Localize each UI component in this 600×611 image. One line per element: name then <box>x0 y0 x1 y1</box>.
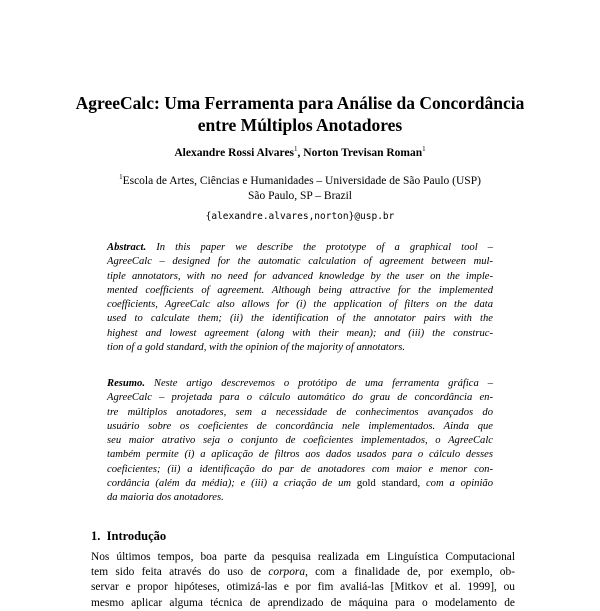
body-line: servar e propor hipóteses, otimizá-las e por fim avaliá-las [Mitkov et al. 1999], ou <box>91 581 515 594</box>
abstract-line: AgreeCalc – designed for the automatic calculation of agreement between mul- <box>107 256 493 268</box>
resumo-line: usuário sobre os coeficientes de concordância nele implementados. Ainda que <box>107 420 493 432</box>
author-list <box>60 146 540 160</box>
affiliation <box>60 174 540 204</box>
resumo-line-text: cordância (além da média); e (iii) a criação de um <box>107 478 357 490</box>
abstract-label: Abstract. <box>107 242 147 253</box>
body-line-text: , com a finalidade de, por exemplo, ob- <box>305 566 515 579</box>
abstract <box>107 241 493 355</box>
section-number: 1. <box>91 529 101 543</box>
abstract-line: coefficients, AgreeCalc also allows for (i) the application of filters on the data <box>107 299 493 311</box>
author-name: Alexandre Rossi Alvares <box>174 147 295 159</box>
abstract-line: mented coefficients of agreement. Although being attractive for the implemented <box>107 284 493 296</box>
abstract-line-text: In this paper we describe the prototype of a graphical tool – <box>146 242 493 253</box>
resumo-label: Resumo. <box>107 378 145 389</box>
body-emphasis: corpora <box>268 566 306 579</box>
paper-title-line-2: entre Múltiplos Anotadores <box>197 115 403 135</box>
resumo-line <box>107 477 493 491</box>
abstract-line: tiple annotators, with no need for advanced knowledge by the user on the imple- <box>107 270 493 282</box>
abstract-line: highest and lowest agreement (along with their mean); and (iii) the construc- <box>107 327 493 339</box>
resumo-line: AgreeCalc – projetada para o cálculo automático do grau de concordância en- <box>107 392 493 404</box>
affiliation-mark: 1 <box>119 173 123 182</box>
body-line: Nos últimos tempos, boa parte da pesquisa realizada em Linguística Computacional <box>91 551 515 563</box>
resumo-line-text: Neste artigo descrevemos o protótipo de uma ferramenta gráfica – <box>144 378 493 389</box>
body-line: mesmo aplicar alguma técnica de aprendizado de máquina para o modelamento de <box>91 596 515 609</box>
resumo-line: seu maior atrativo seja o conjunto de coeficientes implementados, o AgreeCalc <box>107 435 493 447</box>
resumo-line <box>107 377 493 391</box>
author-name: Norton Trevisan Roman <box>303 147 423 159</box>
affiliation-line-2: São Paulo, SP – Brazil <box>247 190 353 202</box>
abstract-line <box>107 241 493 255</box>
gold-standard-term: gold standard <box>356 478 418 490</box>
resumo <box>107 377 493 506</box>
affiliation-line-1: Escola de Artes, Ciências e Humanidades – Universidade de São Paulo (USP) <box>122 175 481 187</box>
affiliation-mark: 1 <box>422 145 426 154</box>
resumo-line: tre múltiplos anotadores, sem a necessidade de conhecimentos avançados do <box>107 406 493 418</box>
abstract-line: used to calculate them; (ii) the identification of the annotator pairs with the <box>107 313 493 325</box>
resumo-line: coeficientes; (ii) a identificação do par de anotadores com maior e menor con- <box>107 463 493 475</box>
section-title: Introdução <box>106 529 167 543</box>
paper-title <box>60 92 540 136</box>
resumo-line: da maioria dos anotadores. <box>107 492 224 504</box>
paper-title-line-1: AgreeCalc: Uma Ferramenta para Análise da Concordância <box>75 93 525 113</box>
body-line <box>91 565 515 580</box>
resumo-line-text: , com a opinião <box>417 478 493 490</box>
author-email: {alexandre.alvares,norton}@usp.br <box>205 211 395 222</box>
abstract-line: tion of a gold standard, with the opinion of the majority of annotators. <box>107 342 406 354</box>
affiliation-mark: 1 <box>294 145 298 154</box>
body-paragraph <box>91 550 515 611</box>
author-separator: , <box>297 147 304 159</box>
section-heading <box>91 528 166 544</box>
resumo-line: também permite (i) a aplicação de filtros aos dados usados para o cálculo desses <box>107 449 493 461</box>
body-line-text: tem sido feita através do uso de <box>91 566 269 579</box>
